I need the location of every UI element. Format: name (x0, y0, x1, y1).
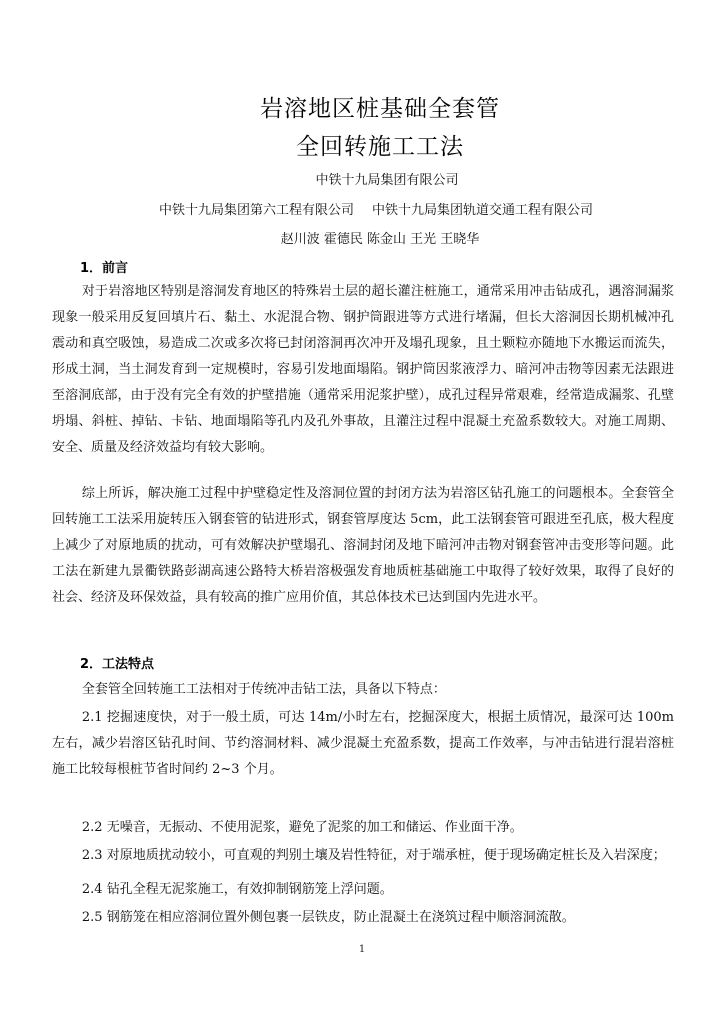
feature-2-5: 2.5 钢筋笼在相应溶洞位置外侧包裹一层铁皮，防止混凝土在浇筑过程中顺溶洞流散。 (81, 910, 575, 925)
section-1-paragraph-1: 对于岩溶地区特别是溶洞发育地区的特殊岩土层的超长灌注桩施工，通常采用冲击钻成孔，遇溶洞漏浆现象一般采用反复回填片石、黏土、水泥混合物、钢护筒跟进等方式进行堵漏，但长大溶洞因长期机械冲孔震动和真空吸蚀，易造成二次或多次将已封闭溶洞再次冲开及塌孔现象，且土颗粒亦随地下水搬运而流失，形成土洞，当土洞发育到一定规模时，容易引发地面塌陷。钢护筒因浆液浮力、暗河冲击物等因素无法跟进至溶洞底部，由于没有完全有效的护壁措施（通常采用泥浆护壁），成孔过程异常艰难，经常造成漏浆、孔壁坍塌、斜桩、掉钻、卡钻、地面塌陷等孔内及孔外事故，且灌注过程中混凝土充盈系数较大。对施工周期、安全、质量及经济效益均有较大影响。 (52, 284, 674, 455)
title-line-1: 岩溶地区桩基础全套管 (260, 96, 500, 122)
feature-2-2: 2.2 无噪音，无振动、不使用泥浆，避免了泥浆的加工和储运、作业面干净。 (81, 820, 523, 835)
feature-2-1: 2.1 挖掘速度快，对于一般土质，可达 14m/小时左右，挖掘深度大，根据土质情况，最深可达 100m 左右，减少岩溶区钻孔时间、节约溶洞材料、减少混凝土充盈系数，提高工作效率，与冲击钻进行混岩溶桩施工比较每根桩节省时间约 2~3 个月。 (52, 710, 674, 777)
title-line-2: 全回转施工工法 (296, 134, 464, 160)
organization: 中铁十九局集团有限公司 (315, 173, 459, 188)
section-1-paragraph-2: 综上所诉，解决施工过程中护壁稳定性及溶洞位置的封闭方法为岩溶区钻孔施工的问题根本。全套管全回转施工工法采用旋转压入钢套管的钻进形式，钢套管厚度达 5cm，此工法钢套管可跟进至孔底，极大程度上减少了对原地质的扰动，可有效解决护壁塌孔、溶洞封闭及地下暗河冲击物对钢套管冲击变形等问题。此工法在新建九景衢铁路彭湖高速公路特大桥岩溶极强发育地质桩基础施工中取得了较好效果，取得了良好的社会、经济及环保效益，具有较高的推广应用价值，其总体技术已达到国内先进水平。 (52, 486, 674, 605)
section-2-intro: 全套管全回转施工工法相对于传统冲击钻工法，具备以下特点： (81, 682, 446, 697)
feature-2-3: 2.3 对原地质扰动较小，可直观的判别土壤及岩性特征，对于端承桩，便于现场确定桩长及入岩深度； (81, 848, 666, 863)
section-1-heading: 1．前言 (80, 261, 129, 276)
sub-organizations (14, 199, 724, 218)
sub-organization-2: 中铁十九局集团轨道交通工程有限公司 (372, 203, 594, 218)
feature-2-4: 2.4 钻孔全程无泥浆施工，有效抑制钢筋笼上浮问题。 (81, 882, 393, 897)
authors: 赵川波 霍德民 陈金山 王光 王晓华 (280, 232, 480, 247)
sub-organization-1: 中铁十九局集团第六工程有限公司 (158, 203, 354, 218)
section-2-heading: 2．工法特点 (80, 657, 155, 672)
page-number: 1 (358, 944, 366, 955)
